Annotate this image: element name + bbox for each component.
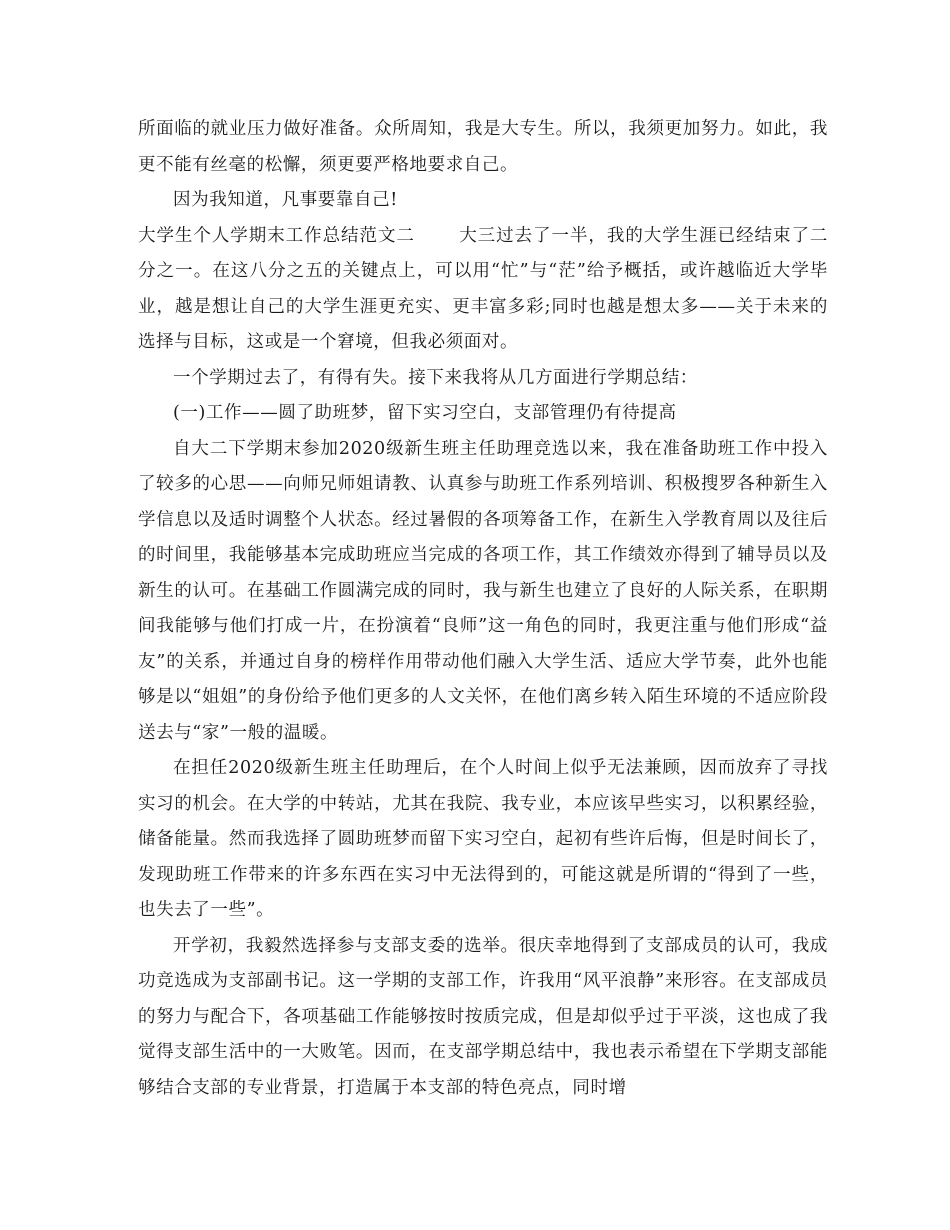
- paragraph-self-reliance: 因为我知道，凡事要靠自己!: [173, 190, 398, 210]
- section-title: 大学生个人学期末工作总结范文二: [138, 225, 415, 246]
- paragraph-continuation: 所面临的就业压力做好准备。众所周知，我是大专生。所以，我须更加努力。如此，我更不能有丝毫的松懈，须更要严格地要求自己。: [138, 119, 828, 175]
- subheading-work: (一)工作——圆了助班梦，留下实习空白，支部管理仍有待提高: [173, 403, 677, 423]
- section-intro-text: 大三过去了一半，我的大学生涯已经结束了二分之一。在这八分之五的关键点上，可以用“忙”与“茫”给予概括，或许越临近大学毕业，越是想让自己的大学生涯更充实、更丰富多彩;同时也越是想太多——关于未来的选择与目标，这或是一个窘境，但我必须面对。: [138, 225, 829, 352]
- paragraph-assistant-work: 自大二下学期末参加2020级新生班主任助理竞选以来，我在准备助班工作中投入了较多的心思——向师兄师姐请教、认真参与助班工作系列培训、积极搜罗各种新生入学信息以及适时调整个人状态。经过暑假的各项筹备工作，在新生入学教育周以及往后的时间里，我能够基本完成助班应当完成的各项工作，其工作绩效亦得到了辅导员以及新生的认可。在基础工作圆满完成的同时，我与新生也建立了良好的人际关系，在职期间我能够与他们打成一片，在扮演着“良师”这一角色的同时，我更注重与他们形成“益友”的关系，并通过自身的榜样作用带动他们融入大学生活、适应大学节奏，此外也能够是以“姐姐”的身份给予他们更多的人文关怀，在他们离乡转入陌生环境的不适应阶段送去与“家”一般的温暖。: [138, 438, 828, 743]
- paragraph-internship: 在担任2020级新生班主任助理后，在个人时间上似乎无法兼顾，因而放弃了寻找实习的机会。在大学的中转站，尤其在我院、我专业，本应该早些实习，以积累经验，储备能量。然而我选择了圆助班梦而留下实习空白，起初有些许后悔，但是时间长了，发现助班工作带来的许多东西在实习中无法得到的，可能这就是所谓的“得到了一些，也失去了一些”。: [138, 758, 828, 920]
- paragraph-summary-intro: 一个学期过去了，有得有失。接下来我将从几方面进行学期总结：: [173, 367, 698, 388]
- paragraph-branch-work: 开学初，我毅然选择参与支部支委的选举。很庆幸地得到了支部成员的认可，我成功竞选成为支部副书记。这一学期的支部工作，许我用“风平浪静”来形容。在支部成员的努力与配合下，各项基础工作能够按时按质完成，但是却似乎过于平淡，这也成了我觉得支部生活中的一大败笔。因而，在支部学期总结中，我也表示希望在下学期支部能够结合支部的专业背景，打造属于本支部的特色亮点，同时增: [138, 935, 828, 1098]
- document-body: [138, 112, 828, 1106]
- section-heading-paragraph: [138, 219, 828, 361]
